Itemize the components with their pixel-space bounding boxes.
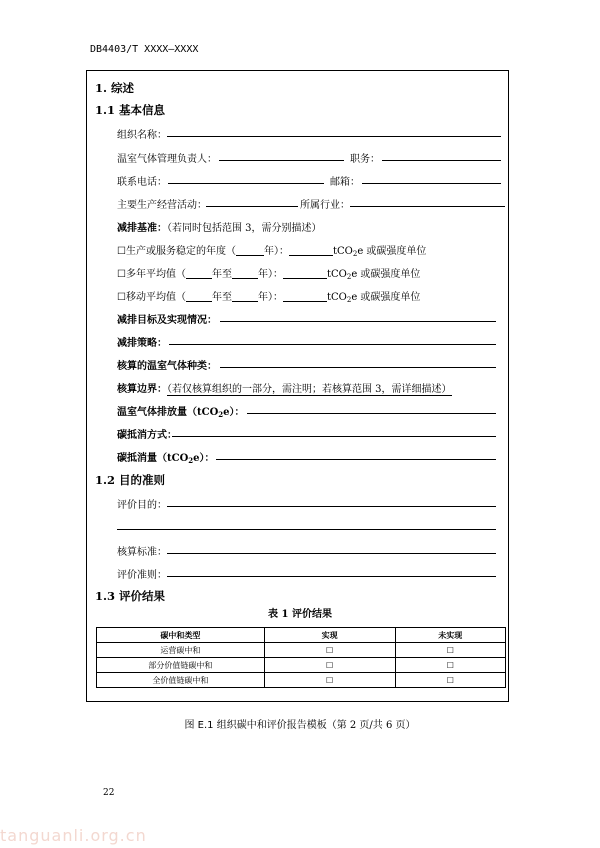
boundary-row bbox=[117, 380, 452, 395]
start-year-blank[interactable] bbox=[186, 291, 212, 302]
section-1-3-title: 1.3 评价结果 bbox=[95, 589, 166, 603]
year-to-text: 年至 bbox=[211, 292, 232, 303]
year-end-text: 年）： bbox=[257, 269, 283, 280]
boundary-note: （若仅核算组织的一部分，需注明；若核算范围 3，需详细描述） bbox=[167, 384, 452, 395]
emissions-label bbox=[117, 403, 245, 419]
gas-types-label: 核算的温室气体种类： bbox=[117, 361, 217, 372]
achieved-checkbox[interactable]: ☐ bbox=[264, 658, 395, 673]
header-achieved: 实现 bbox=[264, 628, 395, 643]
year-blank[interactable] bbox=[236, 245, 264, 256]
value-blank[interactable] bbox=[283, 268, 327, 279]
industry-label: 所属行业： bbox=[300, 200, 350, 211]
not-achieved-checkbox[interactable]: ☐ bbox=[395, 673, 505, 688]
industry-line[interactable] bbox=[350, 206, 505, 207]
achieved-checkbox[interactable]: ☐ bbox=[264, 643, 395, 658]
position-label: 职务： bbox=[350, 154, 380, 165]
email-line[interactable] bbox=[362, 183, 501, 184]
type-cell: 全价值链碳中和 bbox=[97, 673, 265, 688]
value-blank[interactable] bbox=[289, 245, 333, 256]
table-1-caption: 表 1 评价结果 bbox=[268, 609, 332, 620]
value-blank[interactable] bbox=[283, 291, 327, 302]
table-header-row bbox=[97, 628, 506, 643]
offset-amount-subscript: 2 bbox=[188, 456, 194, 465]
end-year-blank[interactable] bbox=[232, 268, 258, 279]
strategy-line[interactable] bbox=[169, 344, 496, 345]
gas-types-line[interactable] bbox=[220, 367, 496, 368]
unit-suffix: e 或碳强度单位 bbox=[357, 246, 427, 257]
purpose-line[interactable] bbox=[167, 506, 496, 507]
baseline-row bbox=[117, 219, 322, 234]
baseline-option-1[interactable] bbox=[117, 242, 426, 258]
not-achieved-checkbox[interactable]: ☐ bbox=[395, 658, 505, 673]
baseline-option-3[interactable] bbox=[117, 288, 420, 304]
type-cell: 部分价值链碳中和 bbox=[97, 658, 265, 673]
offset-amount-suffix: e）： bbox=[193, 453, 215, 464]
figure-label: 图 E.1 组织碳中和评价报告模板 bbox=[184, 720, 327, 731]
email-label: 邮箱： bbox=[330, 177, 360, 188]
section-1-title: 1. 综述 bbox=[95, 81, 135, 95]
figure-page-info: （第 2 页/共 6 页） bbox=[326, 720, 416, 731]
option-3-text: ☐移动平均值（ bbox=[117, 292, 186, 303]
position-line[interactable] bbox=[382, 160, 501, 161]
offset-amount-label bbox=[117, 449, 215, 465]
page-number: 22 bbox=[103, 788, 115, 798]
table-row bbox=[97, 673, 506, 688]
strategy-label: 减排策略： bbox=[117, 338, 167, 349]
standard-label: 核算标准： bbox=[117, 547, 167, 558]
business-label: 主要生产经营活动： bbox=[117, 200, 207, 211]
offset-amount-line[interactable] bbox=[216, 459, 496, 460]
option-2-text: ☐多年平均值（ bbox=[117, 269, 186, 280]
baseline-option-2[interactable] bbox=[117, 265, 420, 281]
section-1-1-title: 1.1 基本信息 bbox=[95, 103, 166, 117]
emissions-line[interactable] bbox=[247, 413, 496, 414]
unit-subscript: 2 bbox=[352, 250, 358, 258]
type-cell: 运营碳中和 bbox=[97, 643, 265, 658]
offset-method-label: 碳抵消方式： bbox=[117, 430, 177, 441]
unit-subscript: 2 bbox=[346, 273, 352, 281]
business-line[interactable] bbox=[206, 206, 298, 207]
option-1-text: ☐生产或服务稳定的年度（ bbox=[117, 246, 236, 257]
ghg-manager-label: 温室气体管理负责人： bbox=[117, 154, 217, 165]
unit-text: tCO bbox=[326, 269, 347, 280]
baseline-note: （若同时包括范围 3，需分别描述） bbox=[167, 223, 322, 234]
end-year-blank[interactable] bbox=[232, 291, 258, 302]
phone-line[interactable] bbox=[168, 183, 324, 184]
unit-suffix: e 或碳强度单位 bbox=[351, 292, 421, 303]
emissions-label-suffix: e）： bbox=[223, 407, 245, 418]
target-label: 减排目标及实现情况： bbox=[117, 315, 217, 326]
purpose-line-2[interactable] bbox=[117, 529, 496, 530]
offset-method-line[interactable] bbox=[172, 436, 496, 437]
results-table bbox=[96, 627, 506, 688]
unit-text: tCO bbox=[332, 246, 353, 257]
table-row bbox=[97, 658, 506, 673]
criteria-line[interactable] bbox=[167, 576, 496, 577]
not-achieved-checkbox[interactable]: ☐ bbox=[395, 643, 505, 658]
boundary-label: 核算边界： bbox=[117, 384, 167, 395]
table-row bbox=[97, 643, 506, 658]
baseline-label: 减排基准： bbox=[117, 223, 167, 234]
unit-subscript: 2 bbox=[346, 296, 352, 304]
emissions-subscript: 2 bbox=[218, 410, 224, 419]
ghg-manager-line[interactable] bbox=[219, 160, 344, 161]
phone-label: 联系电话： bbox=[117, 177, 167, 188]
unit-suffix: e 或碳强度单位 bbox=[351, 269, 421, 280]
section-1-2-title: 1.2 目的准则 bbox=[95, 473, 166, 487]
header-type: 碳中和类型 bbox=[97, 628, 265, 643]
watermark: tanguanli.org.cn bbox=[0, 826, 147, 845]
org-name-line[interactable] bbox=[167, 136, 501, 137]
offset-amount-text: 碳抵消量（tCO bbox=[117, 453, 189, 464]
unit-text: tCO bbox=[326, 292, 347, 303]
option-1-year-suffix: 年）： bbox=[263, 246, 289, 257]
year-to-text: 年至 bbox=[211, 269, 232, 280]
emissions-label-text: 温室气体排放量（tCO bbox=[117, 407, 219, 418]
header-not-achieved: 未实现 bbox=[395, 628, 505, 643]
standard-line[interactable] bbox=[167, 553, 496, 554]
year-end-text: 年）： bbox=[257, 292, 283, 303]
criteria-label: 评价准则： bbox=[117, 570, 167, 581]
figure-caption bbox=[0, 716, 600, 731]
purpose-label: 评价目的： bbox=[117, 500, 167, 511]
org-name-label: 组织名称： bbox=[117, 130, 167, 141]
standard-number: DB4403/T XXXX—XXXX bbox=[90, 44, 199, 55]
target-line[interactable] bbox=[220, 321, 496, 322]
achieved-checkbox[interactable]: ☐ bbox=[264, 673, 395, 688]
start-year-blank[interactable] bbox=[186, 268, 212, 279]
